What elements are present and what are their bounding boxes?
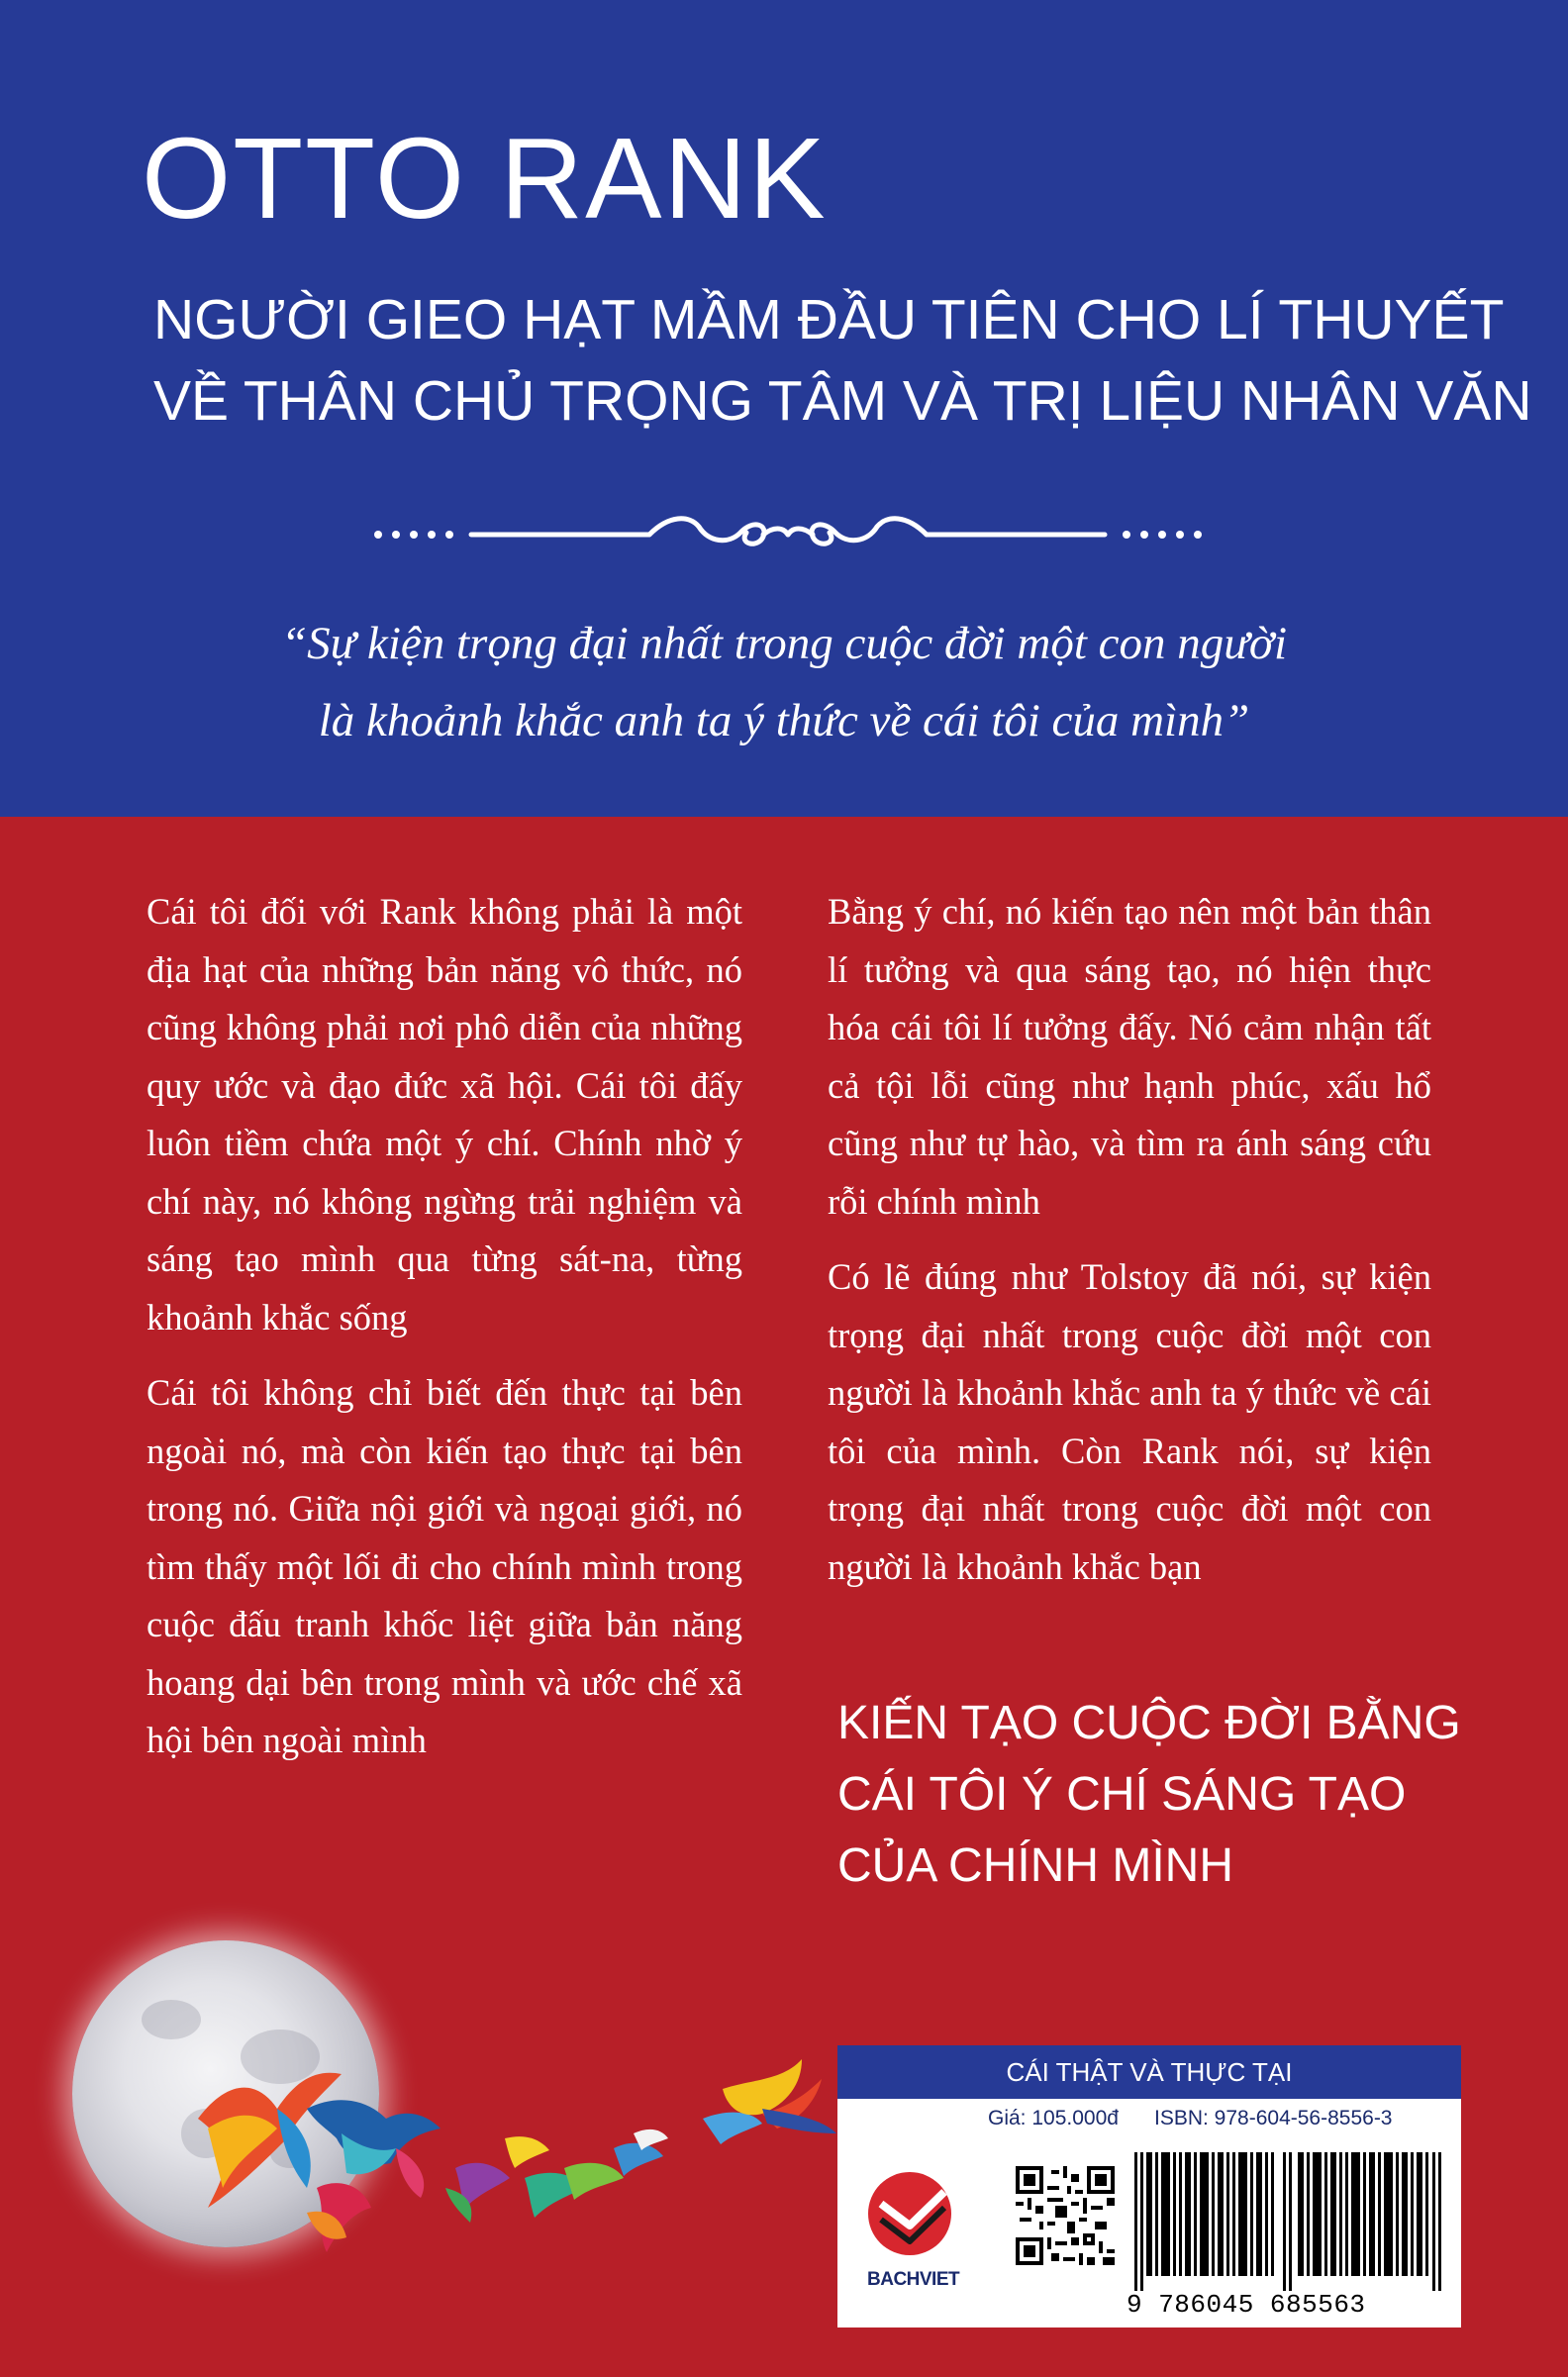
barcode-box — [837, 2045, 1461, 2327]
price-label: Giá: 105.000đ — [988, 2107, 1119, 2129]
top-band — [0, 0, 1568, 817]
birds-illustration — [168, 2039, 841, 2257]
left-paragraph-1: Cái tôi đối với Rank không phải là một địa hạt của những bản năng vô thức, nó cũng không phải nơi phô diễn của những quy ước và đạo đức xã hội. Cái tôi đấy luôn tiềm chứa một ý chí. Chính nhờ ý chí này, nó không ngừng trải nghiệm và sáng tạo mình qua từng sát-na, từng khoảnh khắc sống — [147, 891, 742, 1337]
right-column — [828, 883, 1431, 1614]
tagline-line-1: KIẾN TẠO CUỘC ĐỜI BẰNG — [837, 1697, 1461, 1749]
subtitle — [153, 279, 1532, 442]
barcode-digits: 9 786045 685563 — [1127, 2290, 1366, 2320]
quote-line-1: “Sự kiện trọng đại nhất trong cuộc đời một con người — [280, 618, 1288, 669]
tagline-line-2: CÁI TÔI Ý CHÍ SÁNG TẠO — [837, 1768, 1407, 1821]
tagline — [837, 1688, 1471, 1902]
subtitle-line-2: VỀ THÂN CHỦ TRỌNG TÂM VÀ TRỊ LIỆU NHÂN VĂN — [153, 369, 1532, 433]
quote-line-2: là khoảnh khắc anh ta ý thức về cái tôi của mình” — [318, 695, 1250, 746]
right-paragraph-2: Có lẽ đúng như Tolstoy đã nói, sự kiện trọng đại nhất trong cuộc đời một con người là khoảnh khắc anh ta ý thức về cái tôi của mình. Còn Rank nói, sự kiện trọng đại nhất trong cuộc đời một con người là khoảnh khắc bạn — [828, 1256, 1431, 1587]
subtitle-line-1: NGƯỜI GIEO HẠT MẦM ĐẦU TIÊN CHO LÍ THUYẾT — [153, 288, 1505, 351]
author-name: OTTO RANK — [142, 114, 828, 243]
publisher-logo-icon — [865, 2164, 954, 2263]
tagline-line-3: CỦA CHÍNH MÌNH — [837, 1839, 1234, 1892]
ornament-divider — [372, 505, 1204, 564]
right-paragraph-1: Bằng ý chí, nó kiến tạo nên một bản thân lí tưởng và qua sáng tạo, nó hiện thực hóa cái tôi lí tưởng đấy. Nó cảm nhận tất cả tội lỗi cũng như hạnh phúc, xấu hổ cũng như tự hào, và tìm ra ánh sáng cứu rỗi chính mình — [828, 891, 1431, 1222]
barcode-icon — [1134, 2152, 1441, 2291]
publisher-name: BACHVIET — [867, 2269, 960, 2290]
series-title: CÁI THẬT VÀ THỰC TẠI — [837, 2045, 1461, 2099]
isbn-label: ISBN: 978-604-56-8556-3 — [1154, 2107, 1393, 2129]
qr-code-icon — [1016, 2166, 1115, 2265]
left-paragraph-2: Cái tôi không chỉ biết đến thực tại bên ngoài nó, mà còn kiến tạo thực tại bên trong nó. Giữa nội giới và ngoại giới, nó tìm thấy một lối đi cho chính mình trong cuộc đấu tranh khốc liệt giữa bản năng hoang dại bên trong mình và ước chế xã hội bên ngoài mình — [147, 1372, 742, 1760]
quote — [148, 605, 1420, 759]
left-column — [147, 883, 742, 1788]
